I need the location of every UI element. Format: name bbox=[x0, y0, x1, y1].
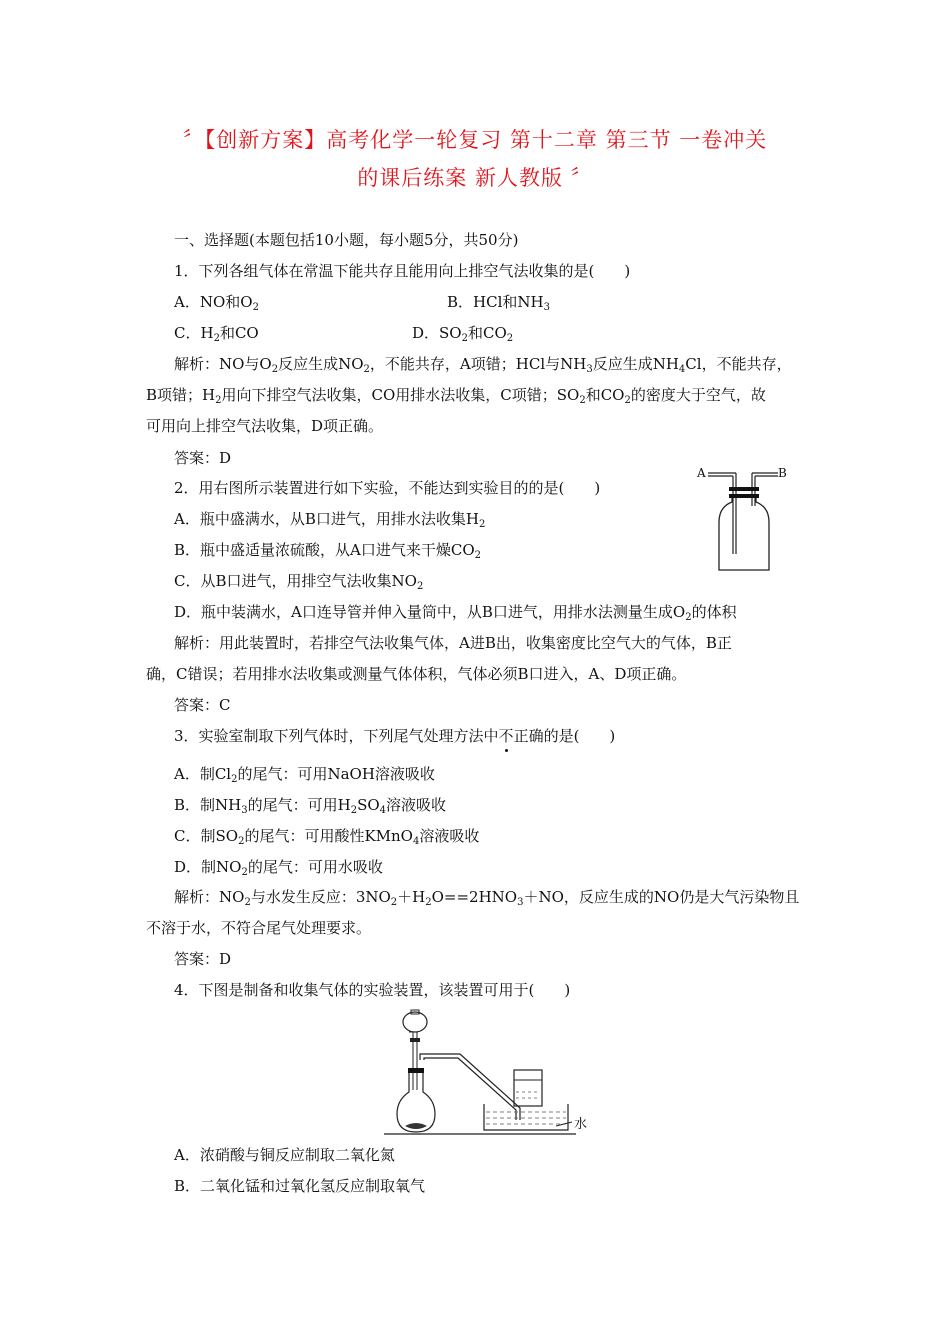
q4-stem: 4．下图是制备和收集气体的实验装置，该装置可用于( ) bbox=[174, 981, 571, 999]
q2-option-c: C．从B口进气，用排空气法收集$NO_2$ bbox=[174, 572, 424, 592]
q1-explanation-line1: 解析：NO与$O_2$反应生成$NO_2$，不能共存，A项错；HCl与$NH_3$反应生成$NH_4Cl$，不能共存， bbox=[174, 355, 792, 375]
q1-answer: 答案：D bbox=[174, 449, 232, 467]
q2-answer: 答案：C bbox=[174, 696, 231, 714]
q2-explanation-line1: 解析：用此装置时，若排空气法收集气体，A进B出，收集密度比空气大的气体，B正 bbox=[174, 634, 732, 652]
emphasis-dot-char: 不 bbox=[498, 727, 514, 745]
q2-explanation-line2: 确，C错误；若用排水法收集或测量气体体积，气体必须B口进入，A、D项正确。 bbox=[146, 665, 687, 683]
q3-option-b: B．制$NH_3$的尾气：可用$H_2SO_4$溶液吸收 bbox=[174, 796, 447, 816]
q3-option-a: A．制$Cl_2$的尾气：可用NaOH溶液吸收 bbox=[174, 765, 435, 785]
q2-option-d: D．瓶中装满水，A口连导管并伸入量筒中，从B口进气，用排水法测量生成$O_2$的体积 bbox=[174, 603, 737, 623]
gas-generation-collection-figure bbox=[380, 1008, 600, 1140]
q3-explanation-line1: 解析：$NO_2$与水发生反应：$3NO_2+H_2O==2HNO_3+NO$，反应生成的NO仍是大气污染物且 bbox=[174, 888, 800, 908]
q3-option-c: C．制$SO_2$的尾气：可用酸性KMnO$_4$溶液吸收 bbox=[174, 827, 480, 847]
q1-stem: 1．下列各组气体在常温下能共存且能用向上排空气法收集的是( ) bbox=[174, 262, 631, 280]
q4-option-b: B．二氧化锰和过氧化氢反应制取氧气 bbox=[174, 1177, 426, 1195]
q1-option-d: D．$SO_2$和$CO_2$ bbox=[412, 324, 514, 344]
q3-stem: 3．实验室制取下列气体时，下列尾气处理方法中不正确的是( ) bbox=[174, 727, 616, 745]
doc-title-line1: 〞【创新方案】高考化学一轮复习 第十二章 第三节 一卷冲关 bbox=[182, 128, 768, 152]
fig-label-a: A bbox=[697, 466, 706, 480]
gas-washing-bottle-figure bbox=[692, 462, 804, 578]
q1-explanation-line3: 可用向上排空气法收集，D项正确。 bbox=[146, 417, 384, 435]
q1-explanation-line2: B项错；$H_2$用向下排空气法收集，CO用排水法收集，C项错；$SO_2$和$CO_2$的密度大于空气，故 bbox=[146, 386, 766, 406]
fig-label-b: B bbox=[778, 466, 787, 480]
q1-option-a: A．NO和$O_2$ bbox=[174, 293, 259, 313]
q1-option-c: C．$H_2$和CO bbox=[174, 324, 259, 344]
doc-title-line2: 的课后练案 新人教版 〞 bbox=[357, 166, 593, 190]
q3-answer: 答案：D bbox=[174, 950, 232, 968]
q4-option-a: A．浓硝酸与铜反应制取二氧化氮 bbox=[174, 1146, 395, 1164]
section-heading: 一、选择题(本题包括10小题，每小题5分，共50分) bbox=[174, 231, 519, 249]
q2-option-b: B．瓶中盛适量浓硫酸，从A口进气来干燥$CO_2$ bbox=[174, 541, 482, 561]
q1-option-b: B．HCl和$NH_3$ bbox=[447, 293, 550, 313]
q3-explanation-line2: 不溶于水，不符合尾气处理要求。 bbox=[146, 919, 372, 937]
q3-option-d: D．制$NO_2$的尾气：可用水吸收 bbox=[174, 858, 383, 878]
q2-stem: 2．用右图所示装置进行如下实验，不能达到实验目的的是( ) bbox=[174, 479, 601, 497]
fig-label-water: 水 bbox=[574, 1117, 588, 1132]
q2-option-a: A．瓶中盛满水，从B口进气，用排水法收集$H_2$ bbox=[174, 510, 486, 530]
